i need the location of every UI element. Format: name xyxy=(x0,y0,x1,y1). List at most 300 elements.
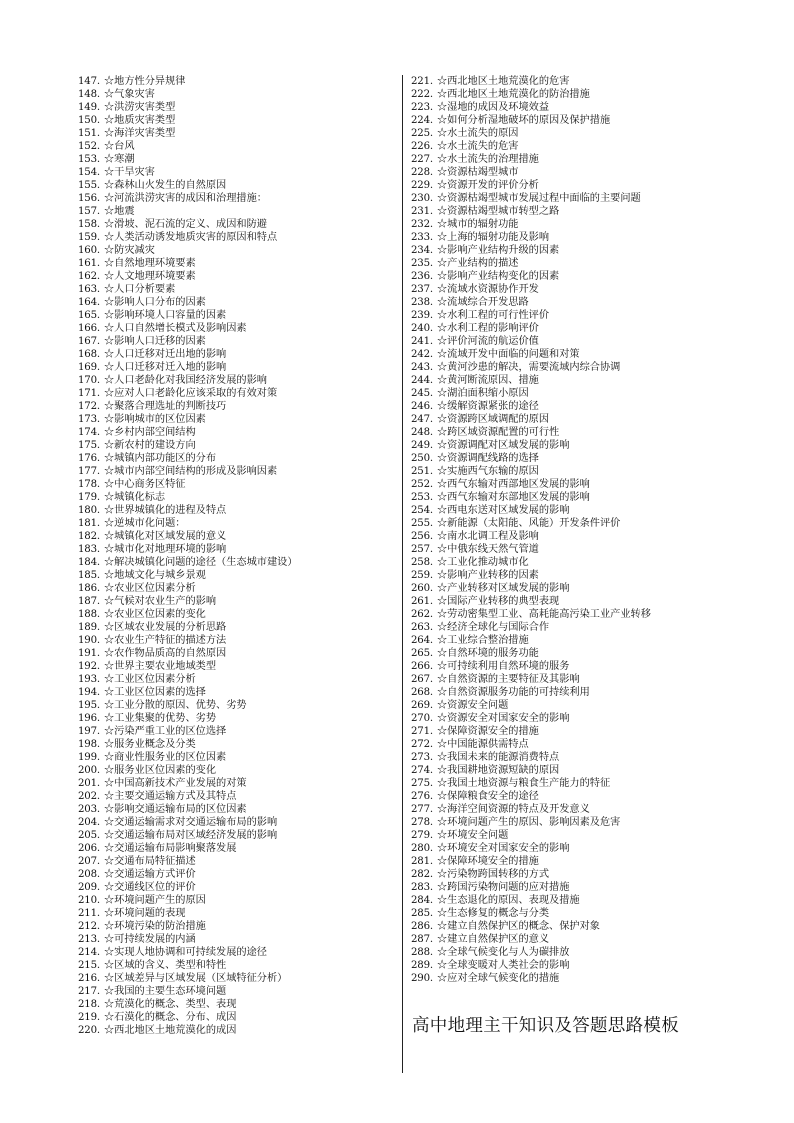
topic-number: 171. xyxy=(78,388,100,399)
topic-number: 182. xyxy=(78,531,100,542)
topic-item xyxy=(411,426,731,439)
topic-item xyxy=(78,920,398,933)
topic-text: ☆农作物品质高的自然原因 xyxy=(104,648,227,659)
topic-item xyxy=(411,153,731,166)
topic-text: ☆自然环境的服务功能 xyxy=(437,648,539,659)
topic-text: ☆聚落合理选址的判断技巧 xyxy=(104,401,227,412)
topic-text: ☆影响城市的区位因素 xyxy=(104,414,206,425)
topic-item xyxy=(411,75,731,88)
topic-text: ☆污染严重工业的区位选择 xyxy=(104,726,227,737)
topic-number: 273. xyxy=(411,752,433,763)
topic-item xyxy=(78,543,398,556)
topic-text: ☆世界城镇化的进程及特点 xyxy=(104,505,227,516)
topic-text: ☆水土流失的原因 xyxy=(437,128,519,139)
topic-number: 159. xyxy=(78,232,100,243)
topic-text: ☆交通布局特征描述 xyxy=(104,856,196,867)
topic-number: 279. xyxy=(411,830,433,841)
topic-text: ☆资源枯竭型城市 xyxy=(437,167,519,178)
topic-number: 276. xyxy=(411,791,433,802)
topic-text: ☆解决城镇化问题的途径（生态城市建设） xyxy=(104,557,298,568)
topic-number: 274. xyxy=(411,765,433,776)
topic-number: 168. xyxy=(78,349,100,360)
topic-number: 290. xyxy=(411,973,433,984)
topic-item xyxy=(411,751,731,764)
topic-item xyxy=(78,569,398,582)
topic-text: ☆可持续发展的内涵 xyxy=(104,934,196,945)
topic-text: ☆生态退化的原因、表现及措施 xyxy=(437,895,580,906)
topic-number: 268. xyxy=(411,687,433,698)
topic-item xyxy=(411,413,731,426)
topic-number: 257. xyxy=(411,544,433,555)
topic-text: ☆商业性服务业的区位因素 xyxy=(104,752,227,763)
topic-number: 152. xyxy=(78,141,100,152)
topic-item xyxy=(78,790,398,803)
topic-number: 280. xyxy=(411,843,433,854)
topic-text: ☆影响人口分布的因素 xyxy=(104,297,206,308)
topic-number: 234. xyxy=(411,245,433,256)
topic-text: ☆交通运输布局影响聚落发展 xyxy=(104,843,237,854)
topic-item xyxy=(411,660,731,673)
topic-number: 201. xyxy=(78,778,100,789)
topic-text: ☆中国高新技术产业发展的对策 xyxy=(104,778,247,789)
topic-text: ☆劳动密集型工业、高耗能高污染工业产业转移 xyxy=(437,609,651,620)
topic-number: 165. xyxy=(78,310,100,321)
topic-text: ☆水利工程的影响评价 xyxy=(437,323,539,334)
topic-item xyxy=(78,751,398,764)
topic-item xyxy=(411,777,731,790)
topic-number: 193. xyxy=(78,674,100,685)
topic-text: ☆产业转移对区域发展的影响 xyxy=(437,583,570,594)
topic-item xyxy=(78,725,398,738)
topic-item xyxy=(78,244,398,257)
topic-item xyxy=(411,816,731,829)
topic-item xyxy=(411,959,731,972)
topic-item xyxy=(411,218,731,231)
topic-item xyxy=(78,283,398,296)
topic-text: ☆缓解资源紧张的途径 xyxy=(437,401,539,412)
topic-text: ☆城镇内部功能区的分布 xyxy=(104,453,217,464)
topic-text: ☆环境问题的表现 xyxy=(104,908,186,919)
topic-number: 206. xyxy=(78,843,100,854)
topic-item xyxy=(78,738,398,751)
topic-number: 253. xyxy=(411,492,433,503)
topic-item xyxy=(411,387,731,400)
topic-item xyxy=(78,1024,398,1037)
topic-text: ☆城市化对地理环境的影响 xyxy=(104,544,227,555)
topic-item xyxy=(78,140,398,153)
topic-text: ☆湿地的成因及环境效益 xyxy=(437,102,550,113)
topic-number: 174. xyxy=(78,427,100,438)
topic-number: 147. xyxy=(78,76,100,87)
document-title: 高中地理主干知识及答题思路模板 xyxy=(412,1016,679,1036)
topic-text: ☆气象灾害 xyxy=(104,89,155,100)
topic-text: ☆应对人口老龄化应该采取的有效对策 xyxy=(104,388,278,399)
topic-number: 269. xyxy=(411,700,433,711)
topic-number: 229. xyxy=(411,180,433,191)
topic-item xyxy=(411,101,731,114)
topic-number: 216. xyxy=(78,973,100,984)
topic-number: 180. xyxy=(78,505,100,516)
topic-number: 188. xyxy=(78,609,100,620)
topic-item xyxy=(411,530,731,543)
topic-number: 282. xyxy=(411,869,433,880)
topic-text: ☆台风 xyxy=(104,141,135,152)
topic-number: 245. xyxy=(411,388,433,399)
column-divider xyxy=(402,75,403,1073)
topic-text: ☆荒漠化的概念、类型、表现 xyxy=(104,999,237,1010)
topic-number: 260. xyxy=(411,583,433,594)
topic-item xyxy=(78,842,398,855)
topic-item xyxy=(78,374,398,387)
topic-text: ☆地方性分异规律 xyxy=(104,76,186,87)
topic-item xyxy=(78,361,398,374)
topic-number: 195. xyxy=(78,700,100,711)
topic-number: 194. xyxy=(78,687,100,698)
topic-text: ☆河流洪涝灾害的成因和治理措施： xyxy=(104,193,267,204)
topic-text: ☆人口迁移对迁入地的影响 xyxy=(104,362,227,373)
topic-number: 288. xyxy=(411,947,433,958)
topic-text: ☆可持续利用自然环境的服务 xyxy=(437,661,570,672)
topic-item xyxy=(411,569,731,582)
topic-number: 246. xyxy=(411,401,433,412)
topic-text: ☆城镇化对区域发展的意义 xyxy=(104,531,227,542)
topic-item xyxy=(78,699,398,712)
topic-text: ☆乡村内部空间结构 xyxy=(104,427,196,438)
topic-number: 169. xyxy=(78,362,100,373)
topic-item xyxy=(78,192,398,205)
topic-item xyxy=(411,829,731,842)
left-topic-column xyxy=(78,75,398,1037)
topic-number: 235. xyxy=(411,258,433,269)
topic-number: 173. xyxy=(78,414,100,425)
topic-item xyxy=(411,88,731,101)
topic-item xyxy=(78,75,398,88)
topic-number: 199. xyxy=(78,752,100,763)
topic-text: ☆人口自然增长模式及影响因素 xyxy=(104,323,247,334)
topic-number: 181. xyxy=(78,518,100,529)
topic-item xyxy=(411,842,731,855)
topic-number: 156. xyxy=(78,193,100,204)
topic-item xyxy=(411,517,731,530)
topic-number: 221. xyxy=(411,76,433,87)
topic-text: ☆经济全球化与国际合作 xyxy=(437,622,550,633)
topic-number: 208. xyxy=(78,869,100,880)
topic-item xyxy=(411,322,731,335)
topic-number: 256. xyxy=(411,531,433,542)
topic-item xyxy=(78,166,398,179)
topic-text: ☆黄河沙患的解决，需要流域内综合协调 xyxy=(437,362,621,373)
topic-number: 157. xyxy=(78,206,100,217)
topic-text: ☆城市的辐射功能 xyxy=(437,219,519,230)
topic-number: 266. xyxy=(411,661,433,672)
topic-number: 240. xyxy=(411,323,433,334)
topic-item xyxy=(411,595,731,608)
topic-item xyxy=(411,933,731,946)
topic-text: ☆地质灾害类型 xyxy=(104,115,176,126)
topic-text: ☆洪涝灾害类型 xyxy=(104,102,176,113)
topic-item xyxy=(411,309,731,322)
topic-item xyxy=(411,855,731,868)
topic-item xyxy=(78,179,398,192)
topic-text: ☆流域水资源协作开发 xyxy=(437,284,539,295)
topic-number: 237. xyxy=(411,284,433,295)
topic-number: 243. xyxy=(411,362,433,373)
topic-item xyxy=(411,465,731,478)
topic-item xyxy=(411,231,731,244)
topic-number: 285. xyxy=(411,908,433,919)
topic-item xyxy=(411,179,731,192)
topic-number: 192. xyxy=(78,661,100,672)
topic-number: 187. xyxy=(78,596,100,607)
topic-item xyxy=(411,881,731,894)
topic-item xyxy=(78,634,398,647)
topic-number: 222. xyxy=(411,89,433,100)
topic-text: ☆跨区域资源配置的可行性 xyxy=(437,427,560,438)
topic-number: 218. xyxy=(78,999,100,1010)
topic-text: ☆西电东送对区域发展的影响 xyxy=(437,505,570,516)
topic-text: ☆交通运输方式评价 xyxy=(104,869,196,880)
topic-text: ☆交通运输布局对区域经济发展的影响 xyxy=(104,830,278,841)
topic-text: ☆保障环境安全的措施 xyxy=(437,856,539,867)
topic-text: ☆交通线区位的评价 xyxy=(104,882,196,893)
topic-item xyxy=(411,764,731,777)
topic-text: ☆区域的含义、类型和特性 xyxy=(104,960,227,971)
topic-number: 283. xyxy=(411,882,433,893)
topic-text: ☆人类活动诱发地质灾害的原因和特点 xyxy=(104,232,278,243)
topic-number: 232. xyxy=(411,219,433,230)
topic-text: ☆服务业概念及分类 xyxy=(104,739,196,750)
topic-number: 178. xyxy=(78,479,100,490)
topic-item xyxy=(78,946,398,959)
topic-item xyxy=(78,413,398,426)
topic-text: ☆全球变暖对人类社会的影响 xyxy=(437,960,570,971)
topic-number: 160. xyxy=(78,245,100,256)
topic-number: 158. xyxy=(78,219,100,230)
topic-number: 230. xyxy=(411,193,433,204)
topic-text: ☆湖泊面积缩小原因 xyxy=(437,388,529,399)
topic-item xyxy=(78,803,398,816)
topic-text: ☆应对全球气候变化的措施 xyxy=(437,973,560,984)
topic-item xyxy=(411,621,731,634)
topic-item xyxy=(78,816,398,829)
topic-item xyxy=(78,530,398,543)
topic-item xyxy=(78,88,398,101)
topic-item xyxy=(411,647,731,660)
topic-text: ☆自然地理环境要素 xyxy=(104,258,196,269)
topic-item xyxy=(411,452,731,465)
topic-item xyxy=(78,348,398,361)
topic-number: 264. xyxy=(411,635,433,646)
topic-text: ☆影响产业结构升级的因素 xyxy=(437,245,560,256)
topic-number: 210. xyxy=(78,895,100,906)
topic-text: ☆资源跨区域调配的原因 xyxy=(437,414,550,425)
topic-text: ☆防灾减灾 xyxy=(104,245,155,256)
topic-text: ☆黄河断流原因、措施 xyxy=(437,375,539,386)
topic-text: ☆实施西气东输的原因 xyxy=(437,466,539,477)
topic-text: ☆农业生产特征的描述方法 xyxy=(104,635,227,646)
topic-text: ☆保障资源安全的措施 xyxy=(437,726,539,737)
topic-text: ☆新农村的建设方向 xyxy=(104,440,196,451)
topic-text: ☆人口老龄化对我国经济发展的影响 xyxy=(104,375,267,386)
topic-number: 177. xyxy=(78,466,100,477)
right-topic-column xyxy=(411,75,731,985)
topic-number: 175. xyxy=(78,440,100,451)
topic-number: 270. xyxy=(411,713,433,724)
topic-item xyxy=(411,868,731,881)
topic-text: ☆中心商务区特征 xyxy=(104,479,186,490)
topic-item xyxy=(411,257,731,270)
topic-text: ☆西北地区土地荒漠化的成因 xyxy=(104,1025,237,1036)
topic-number: 231. xyxy=(411,206,433,217)
topic-number: 161. xyxy=(78,258,100,269)
topic-number: 212. xyxy=(78,921,100,932)
topic-text: ☆世界主要农业地域类型 xyxy=(104,661,217,672)
topic-number: 287. xyxy=(411,934,433,945)
topic-item xyxy=(78,153,398,166)
topic-number: 198. xyxy=(78,739,100,750)
topic-number: 226. xyxy=(411,141,433,152)
topic-item xyxy=(411,491,731,504)
topic-text: ☆西气东输对西部地区发展的影响 xyxy=(437,479,590,490)
topic-text: ☆交通运输需求对交通运输布局的影响 xyxy=(104,817,278,828)
topic-number: 238. xyxy=(411,297,433,308)
topic-text: ☆人口迁移对迁出地的影响 xyxy=(104,349,227,360)
topic-text: ☆中俄东线天然气管道 xyxy=(437,544,539,555)
topic-number: 250. xyxy=(411,453,433,464)
topic-number: 164. xyxy=(78,297,100,308)
topic-number: 242. xyxy=(411,349,433,360)
topic-number: 247. xyxy=(411,414,433,425)
topic-item xyxy=(411,699,731,712)
topic-text: ☆工业区位因素分析 xyxy=(104,674,196,685)
topic-number: 261. xyxy=(411,596,433,607)
topic-item xyxy=(78,309,398,322)
topic-item xyxy=(411,335,731,348)
topic-text: ☆人口分析要素 xyxy=(104,284,176,295)
topic-text: ☆城镇化标志 xyxy=(104,492,166,503)
topic-number: 166. xyxy=(78,323,100,334)
topic-number: 148. xyxy=(78,89,100,100)
topic-text: ☆保障粮食安全的途径 xyxy=(437,791,539,802)
topic-number: 265. xyxy=(411,648,433,659)
topic-item xyxy=(411,400,731,413)
topic-number: 259. xyxy=(411,570,433,581)
topic-text: ☆水土流失的治理措施 xyxy=(437,154,539,165)
topic-text: ☆资源调配线路的选择 xyxy=(437,453,539,464)
topic-item xyxy=(411,725,731,738)
topic-text: ☆我国的主要生态环境问题 xyxy=(104,986,227,997)
topic-item xyxy=(411,166,731,179)
topic-text: ☆主要交通运输方式及其特点 xyxy=(104,791,237,802)
topic-item xyxy=(411,244,731,257)
topic-number: 211. xyxy=(78,908,100,919)
topic-number: 186. xyxy=(78,583,100,594)
topic-number: 262. xyxy=(411,609,433,620)
topic-text: ☆污染物跨国转移的方式 xyxy=(437,869,550,880)
topic-text: ☆南水北调工程及影响 xyxy=(437,531,539,542)
topic-text: ☆实现人地协调和可持续发展的途径 xyxy=(104,947,267,958)
topic-text: ☆人文地理环境要素 xyxy=(104,271,196,282)
topic-number: 179. xyxy=(78,492,100,503)
topic-number: 205. xyxy=(78,830,100,841)
topic-number: 200. xyxy=(78,765,100,776)
topic-text: ☆森林山火发生的自然原因 xyxy=(104,180,227,191)
topic-item xyxy=(78,621,398,634)
topic-text: ☆资源调配对区域发展的影响 xyxy=(437,440,570,451)
topic-text: ☆资源开发的评价分析 xyxy=(437,180,539,191)
topic-number: 203. xyxy=(78,804,100,815)
topic-text: ☆资源枯竭型城市发展过程中面临的主要问题 xyxy=(437,193,641,204)
topic-number: 209. xyxy=(78,882,100,893)
topic-item xyxy=(411,283,731,296)
topic-text: ☆全球气候变化与人为碳排放 xyxy=(437,947,570,958)
topic-number: 191. xyxy=(78,648,100,659)
topic-item xyxy=(411,205,731,218)
topic-item xyxy=(78,257,398,270)
topic-number: 277. xyxy=(411,804,433,815)
topic-item xyxy=(78,556,398,569)
topic-number: 228. xyxy=(411,167,433,178)
topic-item xyxy=(78,998,398,1011)
topic-number: 185. xyxy=(78,570,100,581)
topic-text: ☆自然资源服务功能的可持续利用 xyxy=(437,687,590,698)
topic-text: ☆跨国污染物问题的应对措施 xyxy=(437,882,570,893)
topic-text: ☆产业结构的描述 xyxy=(437,258,519,269)
topic-item xyxy=(411,946,731,959)
topic-number: 220. xyxy=(78,1025,100,1036)
topic-number: 251. xyxy=(411,466,433,477)
topic-number: 263. xyxy=(411,622,433,633)
topic-number: 271. xyxy=(411,726,433,737)
topic-item xyxy=(78,114,398,127)
topic-text: ☆气候对农业生产的影响 xyxy=(104,596,217,607)
topic-number: 267. xyxy=(411,674,433,685)
topic-item xyxy=(411,673,731,686)
topic-text: ☆生态修复的概念与分类 xyxy=(437,908,550,919)
topic-item xyxy=(411,582,731,595)
topic-item xyxy=(411,894,731,907)
topic-item xyxy=(411,270,731,283)
topic-item xyxy=(78,764,398,777)
topic-item xyxy=(78,439,398,452)
topic-number: 289. xyxy=(411,960,433,971)
topic-item xyxy=(411,361,731,374)
topic-text: ☆上海的辐射功能及影响 xyxy=(437,232,550,243)
topic-number: 275. xyxy=(411,778,433,789)
topic-item xyxy=(411,478,731,491)
topic-number: 272. xyxy=(411,739,433,750)
topic-number: 189. xyxy=(78,622,100,633)
topic-text: ☆城市内部空间结构的形成及影响因素 xyxy=(104,466,278,477)
topic-item xyxy=(78,686,398,699)
topic-number: 252. xyxy=(411,479,433,490)
topic-text: ☆新能源（太阳能、风能）开发条件评价 xyxy=(437,518,621,529)
topic-number: 223. xyxy=(411,102,433,113)
topic-text: ☆区域差异与区域发展（区域特征分析） xyxy=(104,973,288,984)
topic-item xyxy=(78,127,398,140)
topic-item xyxy=(78,855,398,868)
topic-text: ☆影响交通运输布局的区位因素 xyxy=(104,804,247,815)
topic-item xyxy=(78,1011,398,1024)
topic-number: 196. xyxy=(78,713,100,724)
topic-text: ☆工业综合整治措施 xyxy=(437,635,529,646)
topic-item xyxy=(411,907,731,920)
topic-item xyxy=(78,829,398,842)
topic-item xyxy=(78,673,398,686)
topic-number: 249. xyxy=(411,440,433,451)
topic-item xyxy=(78,205,398,218)
topic-text: ☆寒潮 xyxy=(104,154,135,165)
